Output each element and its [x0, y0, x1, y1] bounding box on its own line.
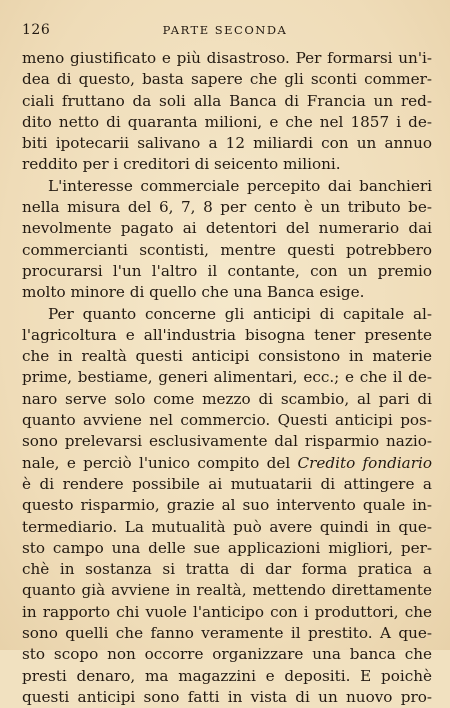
text-line: Per quanto concerne gli anticipi di capitale al- [48, 304, 432, 323]
text-line: sto campo una delle sue applicazioni migliori, per- [22, 538, 432, 557]
text-line: presti denaro, ma magazzini e depositi. E poichè [22, 666, 432, 685]
text-line: nella misura del 6, 7, 8 per cento è un tributo be- [22, 198, 432, 217]
text-line: dea di questo, basta sapere che gli sconti commer- [22, 70, 432, 89]
body-text [22, 48, 432, 708]
text-line: chè in sostanza si tratta di dar forma pratica a [22, 560, 432, 579]
text-line: molto minore di quello che una Banca esige. [22, 283, 365, 302]
text-line: in rapporto chi vuole l'anticipo con i produttori, che [22, 602, 432, 621]
page-header [22, 22, 428, 42]
text-line [22, 453, 432, 474]
text-line: dito netto di quaranta milioni, e che nel 1857 i de- [22, 112, 432, 131]
text-line: biti ipotecarii salivano a 12 miliardi con un annuo [22, 134, 432, 153]
text-line: nevolmente pagato ai detentori del numerario dai [22, 219, 432, 238]
text-line: questo risparmio, grazie al suo intervento quale in- [22, 496, 432, 515]
italic-term: Credito fondiario [297, 453, 432, 472]
text-line: questi anticipi sono fatti in vista di un nuovo pro- [22, 687, 432, 706]
text-line: quanto avviene nel commercio. Questi anticipi pos- [22, 411, 432, 430]
text-line: sono quelli che fanno veramente il prestito. A que- [22, 624, 432, 643]
text-line: meno giustificato e più disastroso. Per formarsi un'i- [22, 49, 432, 67]
text-line: quanto già avviene in realtà, mettendo direttamente [22, 581, 432, 600]
running-head: PARTE SECONDA [162, 23, 288, 37]
text-line: termediario. La mutualità può avere quindi in que- [22, 517, 432, 536]
text-line: procurarsi l'un l'altro il contante, con un premio [22, 261, 432, 280]
text-line: che in realtà questi anticipi consistono in materie [22, 347, 432, 366]
text-line: L'interesse commerciale percepito dai banchieri [48, 176, 432, 195]
text-line: è di rendere possibile ai mutuatarii di attingere a [22, 474, 432, 493]
page-number: 126 [22, 22, 51, 38]
text-line: sono prelevarsi esclusivamente dal risparmio nazio- [22, 432, 432, 451]
text-line: commercianti scontisti, mentre questi potrebbero [22, 240, 432, 259]
text-line: prime, bestiame, generi alimentari, ecc.; e che il de- [22, 368, 432, 387]
text-line: l'agricoltura e all'industria bisogna tener presente [22, 325, 432, 344]
text-line: reddito per i creditori di seicento milioni. [22, 155, 341, 174]
text-line: ciali fruttano da soli alla Banca di Francia un red- [22, 91, 432, 110]
text-line: naro serve solo come mezzo di scambio, al pari di [22, 389, 432, 408]
text-line-start: nale, e perciò l'unico compito del [22, 453, 291, 472]
text-line: sto scopo non occorre organizzare una banca che [22, 645, 432, 664]
